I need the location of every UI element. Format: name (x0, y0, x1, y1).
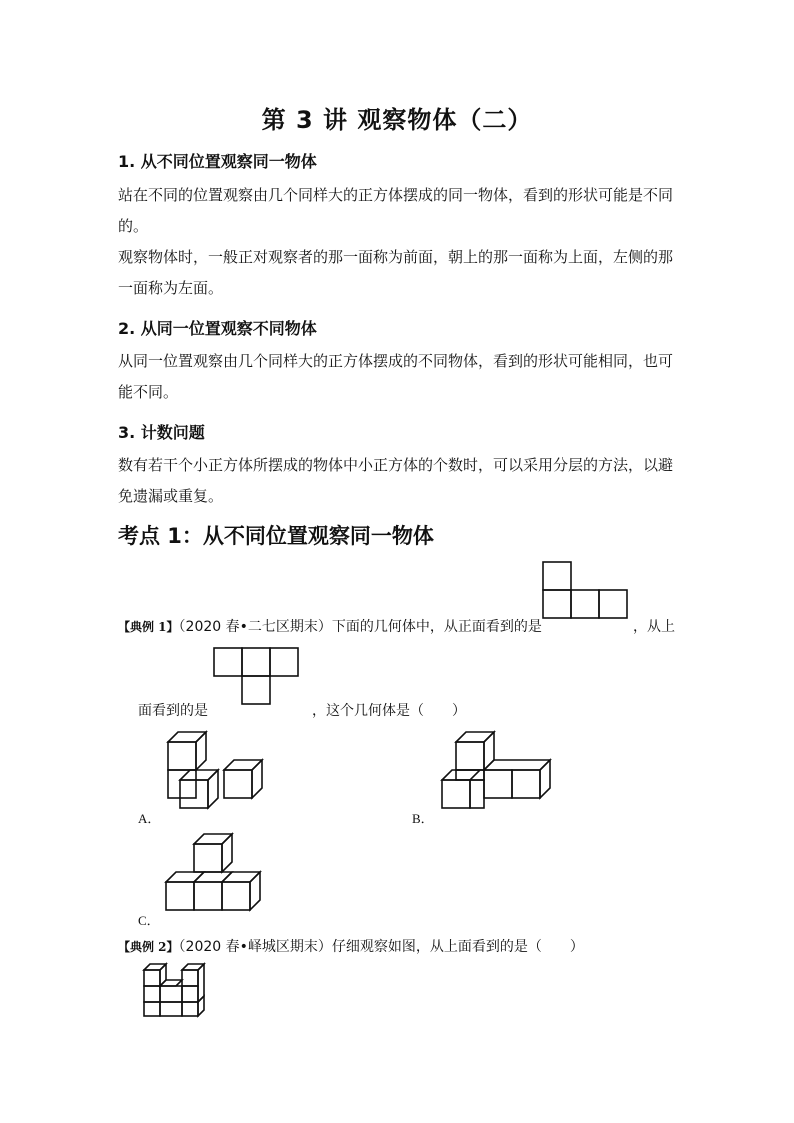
example-2-text: （2020 春•峄城区期末）仔细观察如图，从上面看到的是（ ） (178, 939, 584, 955)
section-1-paragraph-1: 站在不同的位置观察由几个同样大的正方体摆成的同一物体，看到的形状可能是不同的。 (118, 186, 674, 235)
option-a-label[interactable]: A． (138, 811, 161, 826)
example-1-label: 【典例 1】 (118, 620, 179, 634)
option-a-figure (164, 728, 266, 814)
top-view-figure (214, 648, 298, 708)
section-2-heading: 2. 从同一位置观察不同物体 (118, 319, 317, 338)
option-b-figure (440, 728, 554, 812)
option-c-label[interactable]: C． (138, 913, 160, 928)
example-2-label: 【典例 2】 (118, 940, 179, 954)
example-1-text-d: ，这个几何体是（ ） (312, 703, 466, 719)
section-3-paragraph-1: 数有若干个小正方体所摆成的物体中小正方体的个数时，可以采用分层的方法，以避免遗漏或重复。 (118, 456, 674, 505)
option-b-label[interactable]: B． (412, 811, 434, 826)
example-1-text-a: （2020 春•二七区期末）下面的几何体中，从正面看到的是 (178, 619, 542, 635)
option-c-figure (164, 830, 270, 914)
example-2-figure (142, 960, 208, 1020)
section-2-paragraph-1: 从同一位置观察由几个同样大的正方体摆成的不同物体，看到的形状可能相同，也可能不同。 (118, 352, 674, 401)
example-2-line (118, 936, 584, 956)
example-1-line-1 (118, 616, 542, 636)
front-view-figure (543, 562, 627, 622)
example-1-text-b: ，从上 (633, 619, 675, 635)
section-1-paragraph-2: 观察物体时，一般正对观察者的那一面称为前面，朝上的那一面称为上面，左侧的那一面称为左面。 (118, 248, 674, 297)
section-1-heading: 1. 从不同位置观察同一物体 (118, 152, 317, 171)
page-title: 第 3 讲 观察物体（二） (261, 106, 533, 134)
example-1-text-c: 面看到的是 (138, 703, 208, 719)
kaodian-1-heading: 考点 1：从不同位置观察同一物体 (118, 524, 434, 548)
section-3-heading: 3. 计数问题 (118, 423, 205, 442)
